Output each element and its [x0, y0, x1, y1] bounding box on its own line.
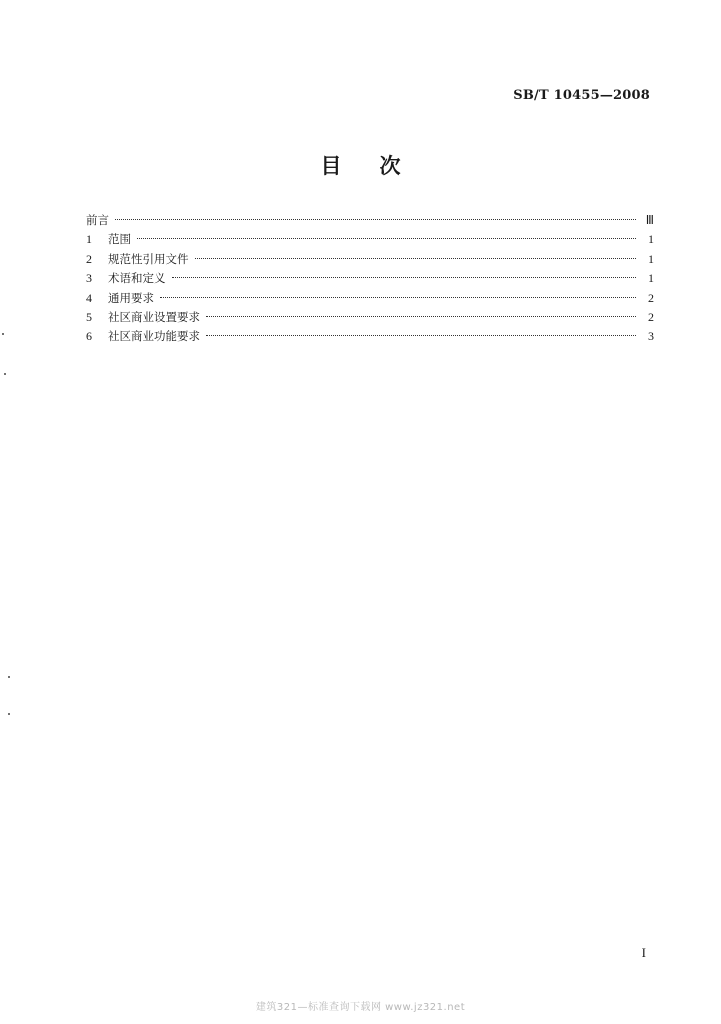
toc-entry-page: Ⅲ [645, 213, 654, 227]
scan-speck [8, 713, 10, 715]
toc-entry-number: 1 [86, 232, 92, 247]
toc-dot-leader [206, 316, 636, 317]
toc-entry-label: 社区商业功能要求 [108, 329, 200, 344]
standard-code: SB/T 10455—2008 [513, 88, 650, 103]
scan-speck [2, 333, 4, 335]
toc-entry-page: 3 [648, 329, 654, 344]
toc-entry-page: 2 [648, 290, 654, 305]
toc-entry-preface[interactable] [86, 211, 654, 230]
toc-dot-leader [137, 238, 636, 239]
toc-entry-number: 6 [86, 329, 92, 344]
toc-entry-number: 3 [86, 271, 92, 286]
footer-watermark: 建筑321—标准查询下载网 www.jz321.net [255, 1002, 466, 1013]
toc-entry-scope[interactable] [86, 230, 654, 249]
toc-entry-label: 规范性引用文件 [108, 251, 189, 266]
toc-entry-page: 1 [648, 232, 654, 247]
page-title: 目次 [320, 154, 439, 178]
toc-entry-label: 通用要求 [108, 290, 154, 305]
toc-entry-label: 社区商业设置要求 [108, 309, 200, 324]
toc-entry-page: 1 [648, 271, 654, 286]
toc-dot-leader [160, 297, 636, 298]
table-of-contents [86, 211, 654, 347]
toc-entry-label: 前言 [86, 213, 109, 227]
toc-entry-number: 4 [86, 290, 92, 305]
toc-dot-leader [172, 277, 637, 278]
toc-entry-label: 范围 [108, 232, 131, 247]
toc-dot-leader [206, 335, 636, 336]
toc-entry-page: 1 [648, 251, 654, 266]
scan-speck [4, 373, 6, 375]
toc-entry-number: 2 [86, 251, 92, 266]
toc-entry-terms-definitions[interactable] [86, 269, 654, 288]
toc-entry-general-requirements[interactable] [86, 289, 654, 308]
toc-entry-label: 术语和定义 [108, 271, 166, 286]
toc-entry-page: 2 [648, 309, 654, 324]
toc-entry-normative-references[interactable] [86, 250, 654, 269]
scan-speck [8, 676, 10, 678]
toc-dot-leader [195, 258, 637, 259]
toc-entry-function-requirements[interactable] [86, 327, 654, 346]
page-number: I [641, 945, 646, 960]
toc-entry-number: 5 [86, 309, 92, 324]
toc-dot-leader [115, 219, 636, 220]
toc-entry-setup-requirements[interactable] [86, 308, 654, 327]
